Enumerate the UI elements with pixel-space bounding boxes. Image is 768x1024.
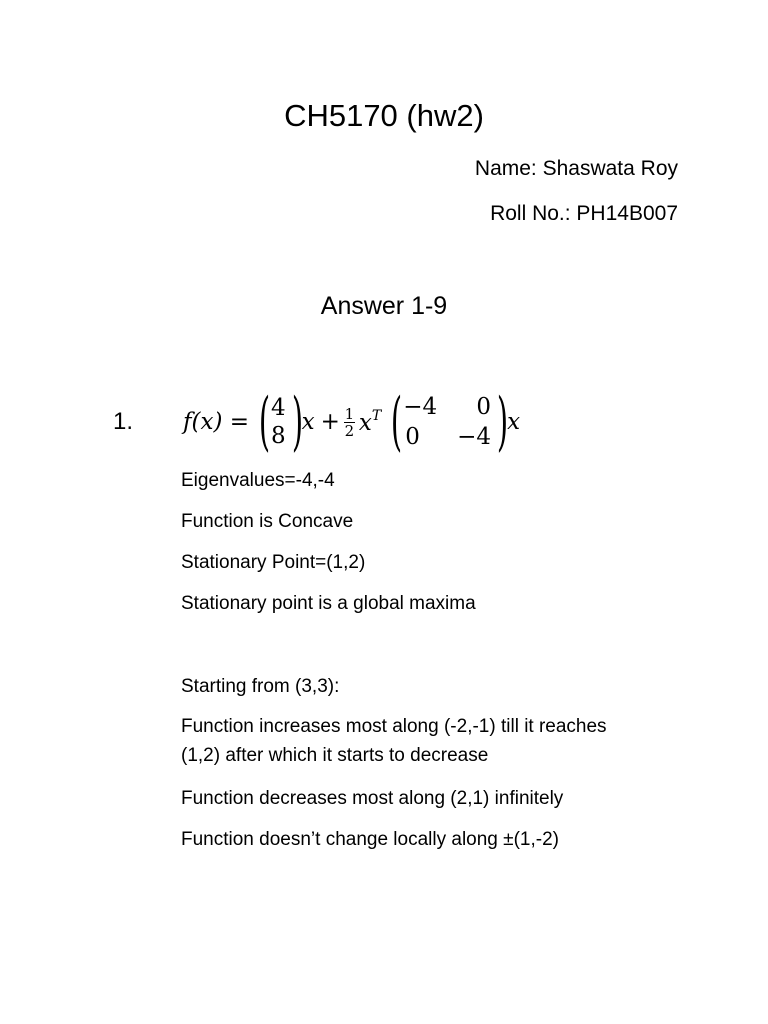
left-paren: ( — [391, 385, 403, 459]
matrix-entry: 0 — [405, 424, 420, 450]
equation — [183, 385, 521, 459]
starting-point-line: Starting from (3,3): — [181, 676, 340, 697]
hessian-matrix — [401, 392, 493, 452]
no-change-direction-line: Function doesn’t change locally along ±(1,-2) — [181, 829, 559, 850]
vector-entry: 8 — [271, 423, 286, 449]
plus-sign: + — [320, 409, 340, 435]
roll-number: Roll No.: PH14B007 — [490, 202, 678, 225]
student-name: Name: Shaswata Roy — [474, 157, 678, 180]
variable-x: x — [301, 409, 315, 435]
answer-heading: Answer 1-9 — [320, 292, 448, 320]
increase-direction-line: Function increases most along (-2,-1) till it reaches — [181, 716, 607, 737]
fraction-half — [344, 406, 355, 439]
question-number: 1. — [113, 408, 134, 435]
concavity-line: Function is Concave — [181, 511, 354, 532]
decrease-direction-line: Function decreases most along (2,1) infinitely — [181, 788, 564, 809]
eigenvalues-line: Eigenvalues=-4,-4 — [181, 470, 335, 491]
vector-entry: 4 — [271, 395, 286, 421]
variable-x: x — [507, 409, 521, 435]
matrix-entry: −4 — [457, 424, 492, 450]
matrix-entry: 0 — [476, 394, 492, 420]
variable-x-transpose: $x^T$ — [358, 408, 382, 436]
right-paren: ) — [496, 385, 509, 459]
coefficient-vector — [269, 394, 288, 450]
matrix-entry: −4 — [403, 394, 438, 420]
increase-direction-line-cont: (1,2) after which it starts to decrease — [181, 745, 489, 766]
page-title: CH5170 (hw2) — [284, 98, 484, 133]
stationary-point-line: Stationary Point=(1,2) — [181, 552, 366, 573]
left-paren: ( — [258, 385, 271, 459]
fraction-denominator: 2 — [344, 421, 355, 440]
equation-lhs: f(x) = — [183, 409, 250, 435]
fraction-numerator: 1 — [344, 404, 355, 423]
maxima-line: Stationary point is a global maxima — [181, 593, 476, 614]
right-paren: ) — [291, 385, 303, 459]
